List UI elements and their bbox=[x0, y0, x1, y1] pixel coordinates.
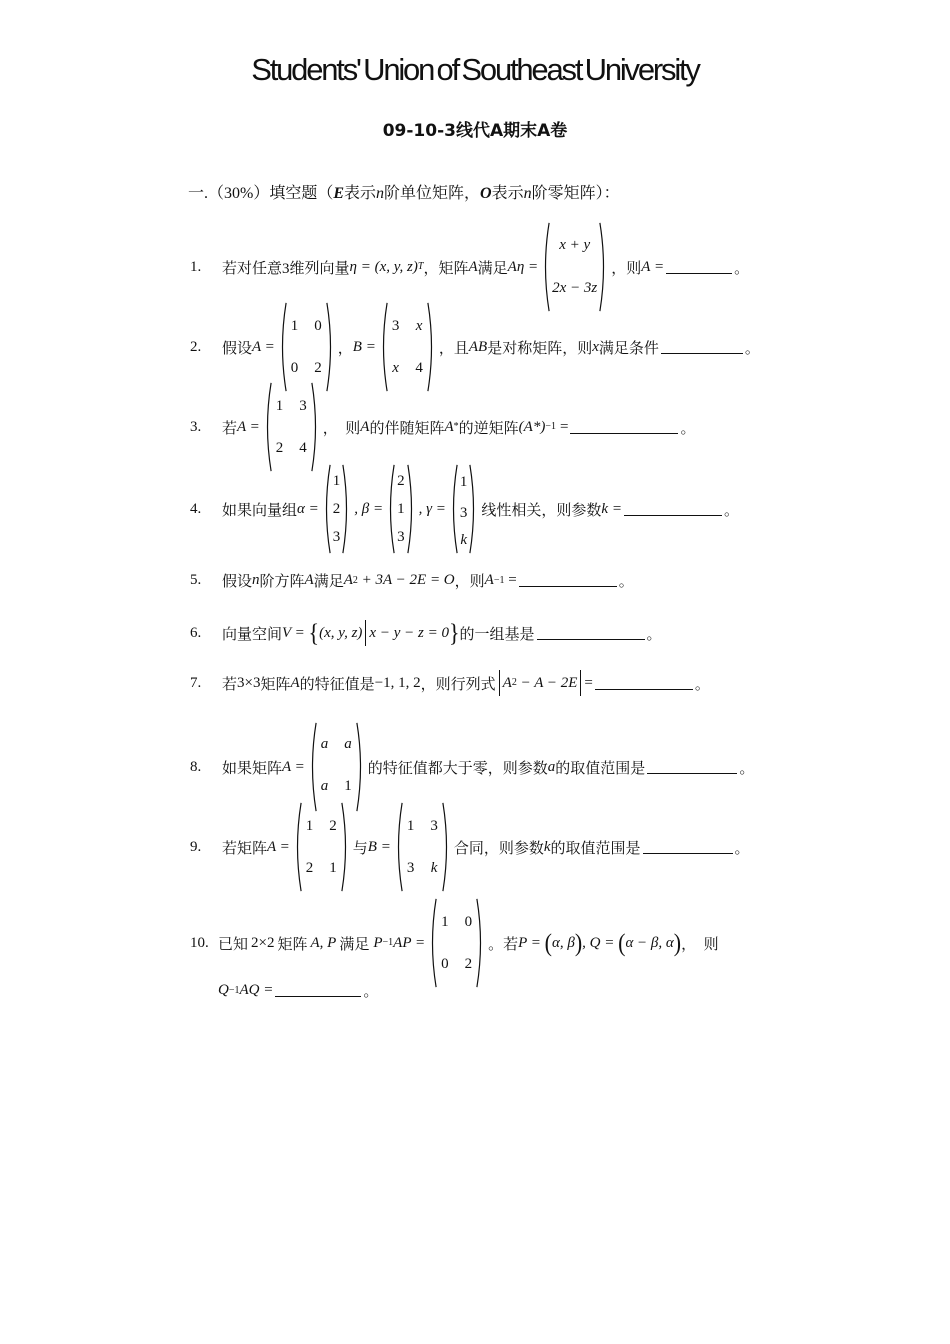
section-prefix: 一.（30%）填空题（ bbox=[188, 185, 334, 202]
q3-matrix-a: 1 3 2 4 bbox=[263, 382, 320, 472]
q3-text-4: 的逆矩阵 bbox=[458, 420, 519, 437]
q5-text-3: 满足 bbox=[313, 574, 344, 590]
question-6 bbox=[190, 620, 662, 646]
q1-end: 。 bbox=[734, 260, 750, 277]
question-1: 1. 若对任意3维列向量 η = (x, y, z) T ，矩阵 A 满足 Aη = x + y 2x − 3z ，则 A = 。 bbox=[190, 222, 749, 312]
q10-text-1: 已知 bbox=[218, 936, 249, 953]
q4-vector-beta: 2 1 3 bbox=[386, 464, 416, 554]
q9-text-4: 的取值范围是 bbox=[550, 840, 641, 857]
q7-eq: = bbox=[584, 674, 593, 691]
q4-gamma: , γ = bbox=[418, 500, 446, 517]
q1-eta: η = (x, y, z) bbox=[349, 258, 418, 275]
q5-text-2: 阶方阵 bbox=[259, 574, 305, 590]
q6-brace-left: { bbox=[308, 618, 320, 647]
q1-text-4: ，则 bbox=[611, 260, 642, 277]
q10-end: 。 bbox=[363, 984, 379, 1000]
q3-text-2: ， 则 bbox=[322, 420, 361, 437]
q5-eq-b: + 3A − 2E = O bbox=[357, 572, 455, 588]
section-o-desc2: 阶零矩阵）： bbox=[531, 185, 620, 202]
q8-text-1: 如果矩阵 bbox=[222, 760, 283, 777]
q9-aeq: A = bbox=[267, 838, 290, 855]
q2-text-4: 满足条件 bbox=[598, 340, 659, 357]
q3-end: 。 bbox=[680, 420, 696, 437]
q7-text-1: 若 bbox=[222, 676, 238, 693]
q2-x: x bbox=[592, 338, 599, 355]
q7-end: 。 bbox=[694, 676, 710, 693]
section-e-desc: 表示 bbox=[344, 185, 377, 202]
q7-text-3: 的特征值是 bbox=[299, 676, 375, 693]
q10-size: 2×2 bbox=[251, 934, 275, 951]
q5-text-1: 假设 bbox=[222, 574, 253, 590]
q1-text-2: ，矩阵 bbox=[423, 260, 469, 277]
q2-text-2: ，且 bbox=[438, 340, 469, 357]
question-8 bbox=[190, 722, 754, 812]
q9-text-3: 合同，则参数 bbox=[453, 840, 544, 857]
q5-eq-a: A bbox=[343, 572, 353, 588]
q6-text-2: 的一组基是 bbox=[459, 626, 535, 643]
q3-a: A bbox=[360, 418, 370, 435]
q7-size: 3×3 bbox=[237, 674, 261, 691]
q4-alpha: α = bbox=[297, 500, 319, 517]
question-number: 2. bbox=[190, 338, 202, 355]
q6-set-r: x − y − z = 0 bbox=[369, 624, 449, 641]
section-o-symbol: O bbox=[480, 185, 492, 202]
q10-qv: α − β, α bbox=[625, 934, 674, 951]
q7-text-4: ，则行列式 bbox=[420, 676, 496, 693]
q4-text-2: 线性相关，则参数 bbox=[481, 502, 602, 519]
q10-paren-l2: ( bbox=[618, 928, 626, 957]
section-n: n bbox=[376, 185, 385, 202]
q10-paren-l1: ( bbox=[544, 928, 552, 957]
answer-blank-9[interactable] bbox=[643, 841, 733, 854]
q1-text-1: 若对任意3维列向量 bbox=[222, 260, 350, 277]
q3-inv: (A*) bbox=[518, 418, 546, 435]
question-number: 6. bbox=[190, 624, 202, 641]
q9-beq: B = bbox=[367, 838, 391, 855]
question-5: 5. 假设 n 阶方阵 A 满足 A 2 + 3A − 2E = O ，则 A −1 = 。 bbox=[190, 572, 634, 590]
q9-end: 。 bbox=[734, 840, 750, 857]
q10-mid: , Q = bbox=[582, 934, 619, 951]
q6-set-bar bbox=[365, 620, 366, 646]
q5-a: A bbox=[304, 572, 314, 588]
question-3: 3. 若 A = 1 3 2 4 ， 则 A 的伴随矩阵 A * 的逆矩阵 (A*) −1 = 。 bbox=[190, 382, 695, 472]
q1-vec-top: x + y bbox=[559, 237, 591, 254]
q6-brace-right: } bbox=[448, 618, 460, 647]
q5-n: n bbox=[252, 572, 260, 588]
q1-a: A bbox=[468, 258, 478, 275]
q4-vector-gamma: 1 3 k bbox=[449, 464, 479, 554]
q10-q: Q bbox=[218, 982, 229, 998]
q2-ab: AB bbox=[468, 338, 488, 355]
question-number: 8. bbox=[190, 758, 202, 775]
q10-ap: A, P bbox=[310, 934, 337, 951]
q8-aeq: A = bbox=[282, 758, 305, 775]
question-4 bbox=[190, 464, 739, 554]
question-7: 7. 若 3×3 矩阵 A 的特征值是 −1, 1, 2 ，则行列式 A 2 − A − 2E = 。 bbox=[190, 670, 710, 696]
question-number: 1. bbox=[190, 258, 202, 275]
header-union: Students' Union of Southeast University bbox=[251, 52, 699, 87]
q1-aeq: A = bbox=[641, 258, 665, 275]
q6-set-l: V = bbox=[282, 624, 309, 641]
q4-text-1: 如果向量组 bbox=[222, 502, 298, 519]
q9-matrix-b: 1 3 3 k bbox=[394, 802, 451, 892]
q3-text-1: 若 bbox=[222, 420, 238, 437]
q8-text-3: 的取值范围是 bbox=[555, 760, 646, 777]
q7-det-a: A bbox=[502, 674, 512, 691]
answer-blank-3[interactable] bbox=[570, 421, 678, 434]
q7-det-bar-left bbox=[499, 670, 500, 696]
q4-vector-alpha: 1 2 3 bbox=[322, 464, 352, 554]
q10-peq: P = bbox=[518, 934, 545, 951]
question-2 bbox=[190, 302, 760, 392]
q7-det-b: − A − 2E bbox=[516, 674, 578, 691]
q4-beta: , β = bbox=[354, 500, 384, 517]
q2-matrix-a: 1 0 0 2 bbox=[278, 302, 335, 392]
question-number: 7. bbox=[190, 674, 202, 691]
answer-blank-4[interactable] bbox=[624, 503, 722, 516]
q1-vec-bottom: 2x − 3z bbox=[552, 279, 598, 296]
q5-ainv: A bbox=[484, 572, 494, 588]
q2-beq: B = bbox=[352, 338, 376, 355]
q5-end: 。 bbox=[618, 574, 634, 590]
q9-k: k bbox=[543, 838, 551, 855]
q10-text-5: ， 则 bbox=[681, 936, 719, 953]
q8-text-2: 的特征值都大于零，则参数 bbox=[367, 760, 548, 777]
q1-aeta: Aη = bbox=[507, 258, 539, 275]
answer-blank-10[interactable] bbox=[275, 984, 361, 997]
q5-eq: = bbox=[504, 572, 517, 588]
q2-text-1: 假设 bbox=[222, 340, 253, 357]
q6-end: 。 bbox=[646, 626, 662, 643]
question-number: 10. bbox=[190, 934, 209, 951]
q10-matrix: 1 0 0 2 bbox=[428, 898, 485, 988]
q5-text-4: ，则 bbox=[454, 574, 485, 590]
answer-blank-6[interactable] bbox=[537, 627, 645, 640]
q1-text-3: 满足 bbox=[477, 260, 508, 277]
q3-eq: = bbox=[559, 418, 569, 435]
q6-set-m: (x, y, z) bbox=[319, 624, 363, 641]
q10-pv: α, β bbox=[551, 934, 575, 951]
question-number: 4. bbox=[190, 500, 202, 517]
q7-eigenvalues: −1, 1, 2 bbox=[374, 674, 421, 691]
question-9 bbox=[190, 802, 750, 892]
q9-text-1: 若矩阵 bbox=[222, 840, 268, 857]
answer-blank-2[interactable] bbox=[661, 341, 743, 354]
q9-matrix-a: 1 2 2 1 bbox=[293, 802, 350, 892]
question-number: 3. bbox=[190, 418, 202, 435]
q10-paren-r1: ) bbox=[574, 928, 583, 957]
q9-text-2: 与 bbox=[352, 840, 368, 857]
q2-matrix-b: 3 x x 4 bbox=[379, 302, 436, 392]
section-e-desc2: 阶单位矩阵， bbox=[384, 185, 481, 202]
q2-aeq: A = bbox=[252, 338, 275, 355]
q7-a: A bbox=[290, 674, 300, 691]
question-10-line-2: Q −1 AQ = 。 bbox=[218, 982, 379, 1000]
section-heading bbox=[188, 180, 620, 203]
q10-text-4: 。若 bbox=[488, 936, 519, 953]
q3-text-3: 的伴随矩阵 bbox=[369, 420, 445, 437]
q2-text-3: 是对称矩阵，则 bbox=[487, 340, 593, 357]
answer-blank-1[interactable] bbox=[666, 261, 732, 274]
q10-pap: AP = bbox=[393, 934, 426, 951]
answer-blank-5[interactable] bbox=[519, 574, 617, 587]
q2-sep: ， bbox=[337, 340, 353, 357]
q3-aeq: A = bbox=[237, 418, 260, 435]
q2-end: 。 bbox=[744, 340, 760, 357]
exam-title: 09-10-3线代A期末A卷 bbox=[382, 121, 568, 141]
question-10: 10. 已知 2×2 矩阵 A, P 满足 P −1 AP = 1 0 0 2 。若 P = ( α, β ) , Q = ( α − β, α ) ， 则 bbox=[190, 898, 719, 988]
q10-pinv: P bbox=[373, 934, 383, 951]
q8-a: a bbox=[547, 758, 556, 775]
section-n-2: n bbox=[523, 185, 532, 202]
question-number: 5. bbox=[190, 572, 202, 588]
q6-text-1: 向量空间 bbox=[222, 626, 283, 643]
q1-vector bbox=[541, 222, 608, 312]
q10-text-2: 矩阵 bbox=[277, 936, 308, 953]
q4-end: 。 bbox=[723, 502, 739, 519]
question-number: 9. bbox=[190, 838, 202, 855]
section-e-symbol: E bbox=[333, 185, 345, 202]
q4-k: k = bbox=[601, 500, 622, 517]
q7-text-2: 矩阵 bbox=[260, 676, 291, 693]
q8-matrix-a: a a a 1 bbox=[308, 722, 365, 812]
q10-text-3: 满足 bbox=[339, 936, 370, 953]
q3-astar: A bbox=[444, 418, 454, 435]
q7-det-bar-right bbox=[580, 670, 581, 696]
answer-blank-7[interactable] bbox=[595, 677, 693, 690]
section-o-desc: 表示 bbox=[491, 185, 524, 202]
q10-paren-r2: ) bbox=[673, 928, 682, 957]
q8-end: 。 bbox=[739, 760, 755, 777]
answer-blank-8[interactable] bbox=[647, 761, 737, 774]
q10-aq: AQ = bbox=[239, 982, 274, 998]
